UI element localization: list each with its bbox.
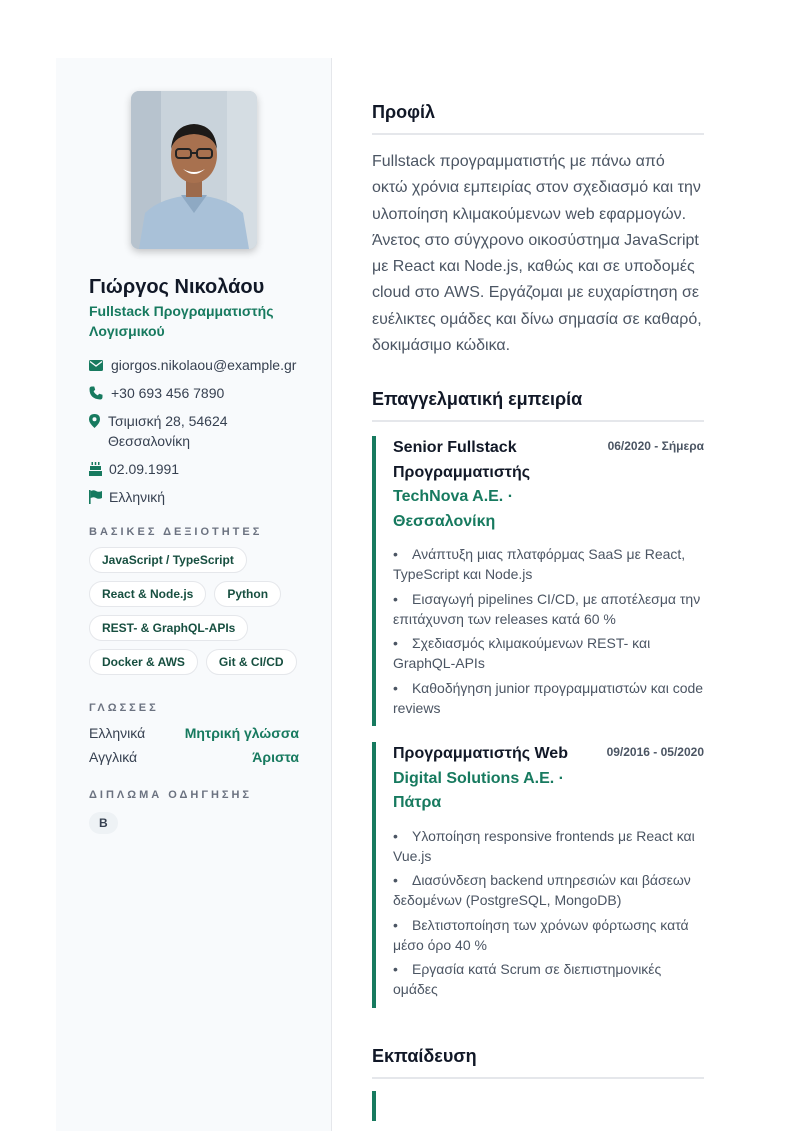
birthdate-text: 02.09.1991 — [109, 461, 180, 477]
profile-heading: Προφίλ — [372, 100, 704, 135]
job-title: Senior Fullstack Προγραμματιστής — [393, 439, 531, 481]
job-bullets — [393, 544, 704, 718]
job-company: Digital Solutions A.E. · Πάτρα — [393, 769, 564, 812]
nationality-text: Ελληνική — [109, 489, 166, 505]
envelope-icon — [89, 355, 111, 375]
skill-chip: Docker & AWS — [89, 649, 198, 675]
job-title: Προγραμματιστής Web — [393, 745, 568, 763]
email-text: giorgos.nikolaou@example.gr — [111, 357, 297, 373]
job-date: 09/2016 - 05/2020 — [606, 745, 704, 760]
contact-list — [89, 355, 299, 507]
education-entry-cutoff — [372, 1091, 704, 1121]
sidebar — [56, 58, 332, 1131]
map-pin-icon — [89, 411, 108, 431]
list-item: • Καθοδήγηση junior προγραμματιστών και code reviews — [393, 678, 704, 718]
list-item: • Διασύνδεση backend υπηρεσιών και βάσεων δεδομένων (PostgreSQL, MongoDB) — [393, 870, 704, 910]
skill-chip: Python — [214, 581, 281, 607]
skill-chip: JavaScript / TypeScript — [89, 547, 247, 573]
experience-entry — [372, 742, 704, 1008]
profile-text: Fullstack προγραμματιστής με πάνω από οκτώ χρόνια εμπειρίας στον σχεδιασμό και την υλοποίηση κλιμακούμενων web εφαρμογών. Άνετος στο σύγχρονο οικοσύστημα JavaScript με React και Node.js, καθώς και σε υποδομές cloud στο AWS. Εργάζομαι με ευχαρίστηση σε ευέλικτες ομάδες και δίνω σημασία σε καθαρό, δοκιμάσιμο κώδικα. — [372, 153, 702, 355]
list-item: • Εισαγωγή pipelines CI/CD, με αποτέλεσμα την επιτάχυνση των releases κατά 60 % — [393, 589, 704, 629]
language-name: Αγγλικά — [89, 749, 138, 765]
languages-label: ΓΛΩΣΣΕΣ — [89, 702, 159, 714]
job-date: 06/2020 - Σήμερα — [607, 439, 704, 454]
job-company: TechNova A.E. · Θεσσαλονίκη — [393, 488, 514, 530]
license-label: ΔΙΠΛΩΜΑ ΟΔΗΓΗΣΗΣ — [89, 789, 253, 801]
experience-entry — [372, 436, 704, 726]
list-item: • Εργασία κατά Scrum σε διεπιστημονικές ομάδες — [393, 959, 704, 999]
birthday-cake-icon — [89, 459, 109, 479]
profile-photo — [131, 91, 257, 249]
job-bullets — [393, 826, 704, 1000]
skills-list — [89, 547, 299, 675]
main-content — [372, 100, 704, 1121]
language-level: Μητρική γλώσσα — [184, 725, 299, 741]
list-item: • Βελτιστοποίηση των χρόνων φόρτωσης κατά μέσο όρο 40 % — [393, 915, 704, 955]
language-level: Άριστα — [252, 749, 299, 765]
contact-nationality — [89, 487, 299, 507]
contact-phone[interactable] — [89, 383, 299, 403]
person-name: Γιώργος Νικολάου — [89, 276, 265, 298]
skills-label: ΒΑΣΙΚΕΣ ΔΕΞΙΟΤΗΤΕΣ — [89, 526, 263, 538]
list-item: • Σχεδιασμός κλιμακούμενων REST- και GraphQL-APIs — [393, 633, 704, 673]
skill-chip: REST- & GraphQL-APIs — [89, 615, 248, 641]
language-name: Ελληνικά — [89, 725, 146, 741]
person-title: Fullstack Προγραμματιστής Λογισμικού — [89, 303, 274, 339]
experience-heading: Επαγγελματική εμπειρία — [372, 387, 704, 422]
flag-icon — [89, 487, 109, 507]
language-row — [89, 721, 299, 745]
contact-email[interactable] — [89, 355, 299, 375]
phone-icon — [89, 383, 111, 403]
contact-birthdate — [89, 459, 299, 479]
language-row — [89, 745, 299, 769]
list-item: • Ανάπτυξη μιας πλατφόρμας SaaS με React, TypeScript και Node.js — [393, 544, 704, 584]
address-text: Τσιμισκή 28, 54624 Θεσσαλονίκη — [108, 413, 228, 449]
languages-list — [89, 721, 299, 769]
phone-text: +30 693 456 7890 — [111, 385, 225, 401]
skill-chip: React & Node.js — [89, 581, 206, 607]
license-badge: B — [89, 812, 118, 834]
list-item: • Υλοποίηση responsive frontends με React και Vue.js — [393, 826, 704, 866]
contact-address — [89, 411, 299, 451]
education-heading: Εκπαίδευση — [372, 1044, 704, 1079]
skill-chip: Git & CI/CD — [206, 649, 297, 675]
